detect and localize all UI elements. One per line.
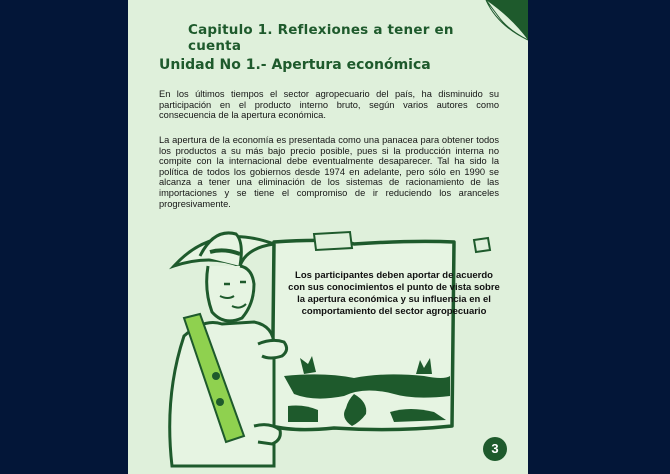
chapter-title: Capitulo 1. Reflexiones a tener en cuenta	[188, 22, 454, 54]
paragraph-2: La apertura de la economía es presentada como una panacea para obtener todos los productos a su más bajo precio posible, pues si la producción interna no compite con la internacional debe eventualmente desaparecer. Tal ha sido la política de todos los gobiernos desde 1974 en adelante, pero sólo en 1990 se alcanza a tener una eliminación de los sistemas de racionamiento de las importaciones y se tiene el compromiso de ir reduciendo los aranceles progresivamente.	[159, 135, 499, 209]
document-page	[128, 0, 528, 474]
sign-text: Los participantes deben aportar de acuerdo con sus conocimientos el punto de vista sobre la apertura económica y su influencia en el comportamiento del sector agropecuario	[288, 270, 500, 317]
unit-title: Unidad No 1.- Apertura económica	[159, 57, 431, 73]
farmer-illustration	[154, 226, 514, 471]
paragraph-1: En los últimos tiempos el sector agropecuario del país, ha disminuido su participación en el producto interno bruto, según varios autores como consecuencia de la apertura económica.	[159, 89, 499, 121]
page-number: 3	[483, 437, 507, 461]
